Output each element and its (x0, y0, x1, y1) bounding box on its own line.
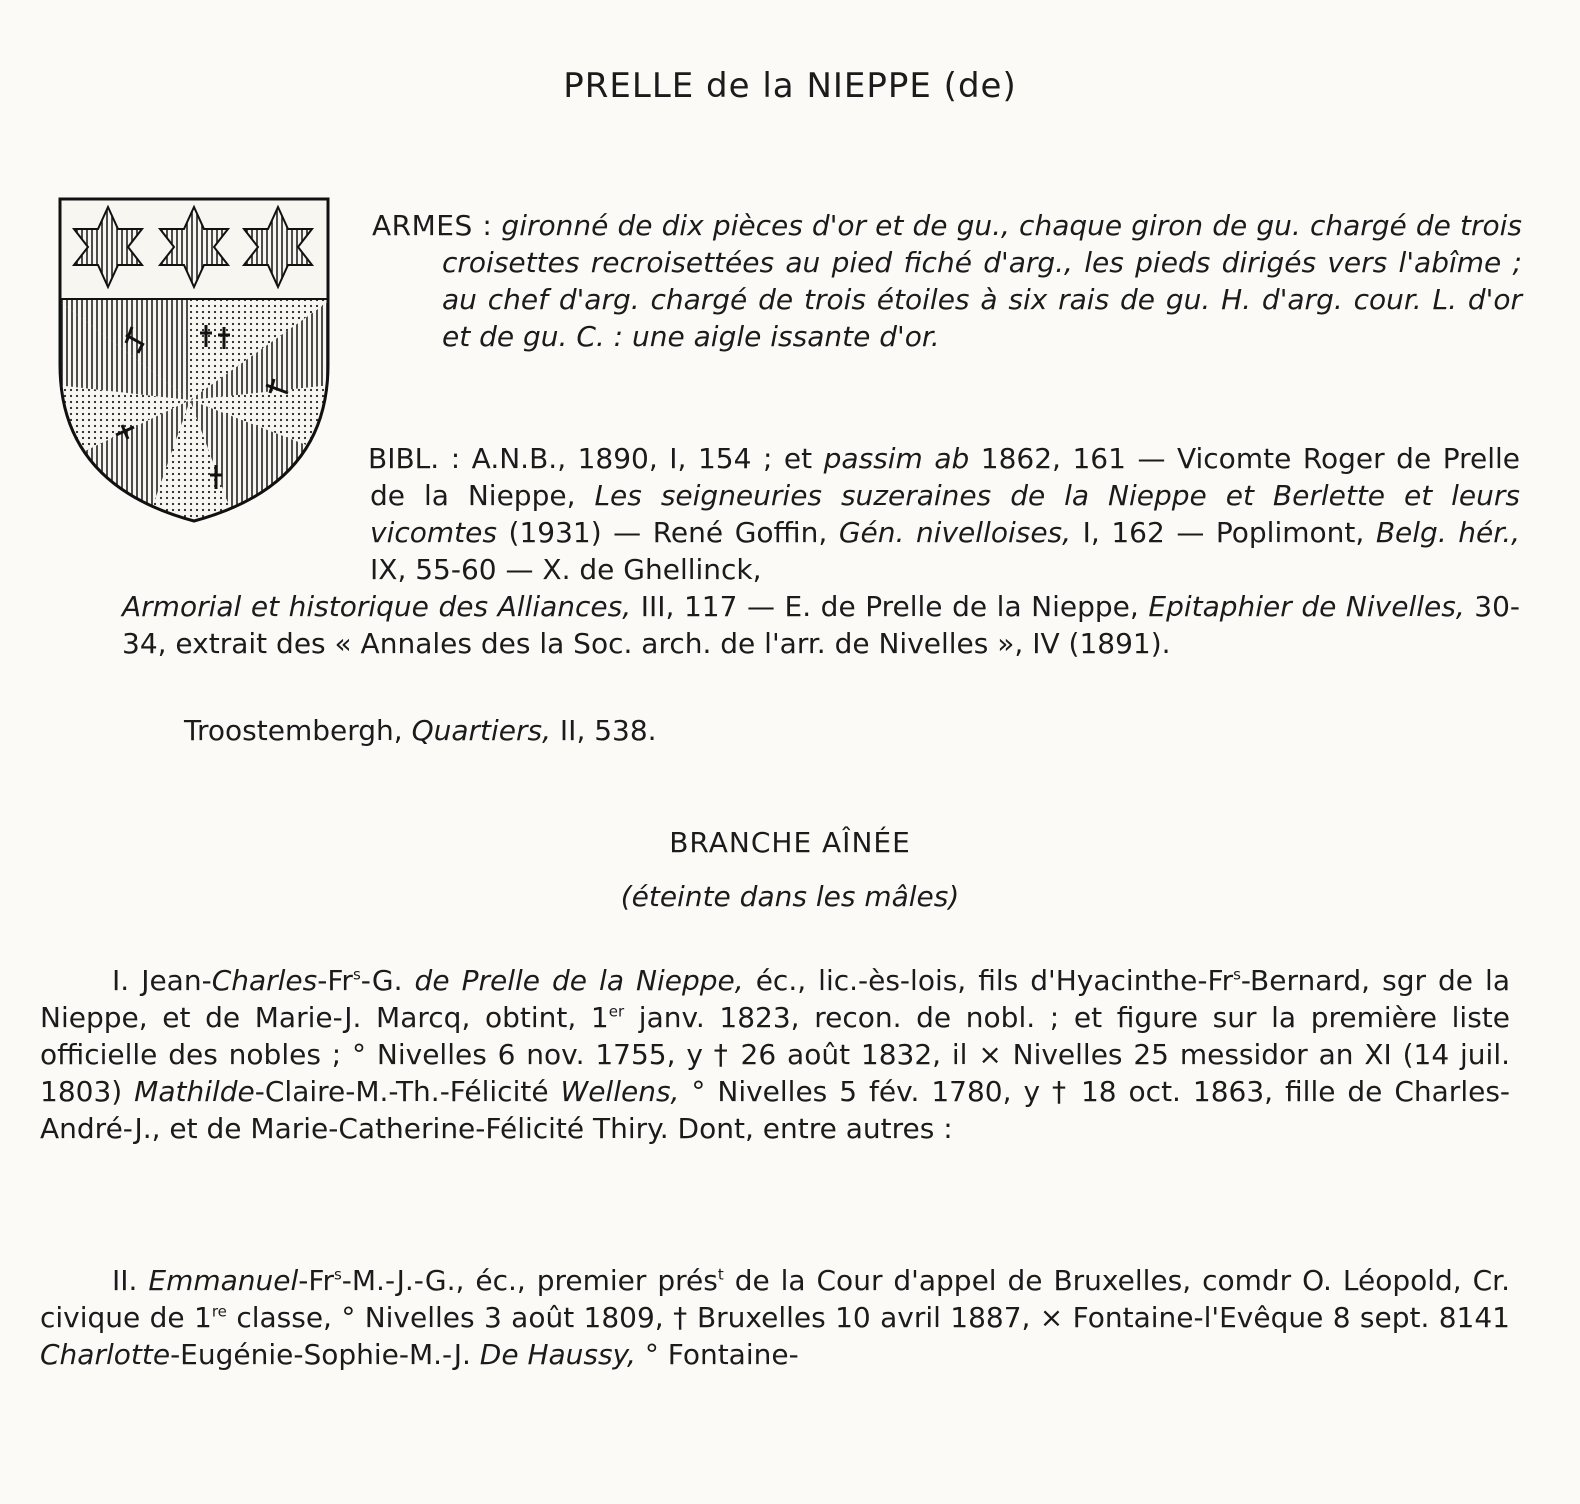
entry-text: -Claire-M.-Th.-Félicité (254, 1075, 549, 1108)
bibl-text: Les seigneuries suzeraines de la Nieppe et Berlette et leurs vicomtes (370, 479, 1520, 549)
bibl-text: IX, 55-60 — X. de Ghellinck, (370, 553, 762, 586)
bibl-text: A.N.B., 1890, I, 154 ; et (471, 442, 813, 475)
bibl-text: Quartiers, (411, 714, 552, 747)
bibl-text: Epitaphier de Nivelles, (1148, 590, 1465, 623)
entry-sup: s (333, 1265, 342, 1284)
armes-label: ARMES : (372, 209, 493, 242)
entry-text: -Fr (317, 964, 353, 997)
entry-text: ° Fontaine- (644, 1338, 799, 1371)
entry-sup: er (608, 1002, 625, 1021)
entry-text: -Bernard, sgr de la Nieppe, et de Marie-J. Marcq, obtint, 1 (40, 964, 1510, 1034)
entry-sup: s (352, 965, 361, 984)
bibl-text: II, 538. (559, 714, 657, 747)
bibl-entry (122, 440, 1520, 588)
entry-text: de Prelle de la Nieppe, (414, 964, 744, 997)
entry-text: -Eugénie-Sophie-M.-J. (170, 1338, 471, 1371)
entry-text: janv. 1823, recon. de nobl. ; et figure sur la première liste officielle des nobles ; ° Nivelles 6 nov. 1755, y † 26 août 1832, il × Nivelles 25 messidor an XI (14 juil. 1803) (40, 1001, 1510, 1108)
bibl-entry-cont (122, 588, 1520, 662)
bibl-text: Belg. hér., (1375, 516, 1520, 549)
bibl-text: Troostembergh, (184, 714, 403, 747)
entry-text: I. Jean- (112, 964, 212, 997)
bibl-label: BIBL. : (368, 442, 461, 475)
entry-text: Charlotte (40, 1338, 171, 1371)
entry-text: Mathilde (134, 1075, 255, 1108)
entry-sup: t (717, 1265, 724, 1284)
bibl-text: 30-34, extrait des « Annales des la Soc. arch. de l'arr. de Nivelles », IV (1891). (122, 590, 1521, 660)
bibl-text: 1862, 161 — Vicomte Roger de Prelle de la Nieppe, (370, 442, 1521, 512)
bibl-text: Gén. nivelloises, (838, 516, 1072, 549)
entry-text: -M.-J.-G., éc., premier prés (341, 1264, 718, 1297)
entry-text: De Haussy, (479, 1338, 636, 1371)
entry-text: de la Cour d'appel de Bruxelles, comdr O. Léopold, Cr. civique de 1 (40, 1264, 1511, 1334)
entry-text: Emmanuel (148, 1264, 299, 1297)
armes-text-end: une aigle issante d'or. (632, 320, 940, 353)
entry-text: Charles (211, 964, 318, 997)
entry-text: classe, ° Nivelles 3 août 1809, † Bruxelles 10 avril 1887, × Fontaine-l'Evêque 8 sept. 8141 (236, 1301, 1511, 1334)
bibl-text: (1931) — René Goffin, (508, 516, 828, 549)
branch-subheading: (éteinte dans les mâles) (620, 880, 960, 913)
entry-sup: re (211, 1302, 227, 1321)
entry-text: -G. (360, 964, 403, 997)
armes-entry (372, 207, 1522, 355)
bibl-troostembergh (184, 712, 1484, 749)
entry-text: ° Nivelles 5 fév. 1780, y † 18 oct. 1863, fille de Charles-André-J., et de Marie-Catherine-Félicité Thiry. Dont, entre autres : (40, 1075, 1511, 1145)
branch-heading: BRANCHE AÎNÉE (669, 826, 911, 859)
entry-text: -Fr (298, 1264, 334, 1297)
page-title: PRELLE de la NIEPPE (de) (563, 66, 1017, 106)
entry-text: éc., lic.-ès-lois, fils d'Hyacinthe-Fr (755, 964, 1234, 997)
entry-text: Wellens, (560, 1075, 680, 1108)
genealogy-entry-2 (40, 1262, 1510, 1373)
entry-sup: s (1233, 965, 1241, 984)
entry-text: II. (112, 1264, 138, 1297)
bibl-text: III, 117 — E. de Prelle de la Nieppe, (640, 590, 1139, 623)
bibl-text: I, 162 — Poplimont, (1082, 516, 1365, 549)
armes-text: gironné de dix pièces d'or et de gu., chaque giron de gu. chargé de trois croisettes recroisettées au pied fiché d'arg., les pieds dirigés vers l'abîme ; au chef d'arg. chargé de trois étoiles à six rais de gu. H. d'arg. cour. L. d'or et de gu. C. : (442, 209, 1522, 353)
bibl-text: Armorial et historique des Alliances, (122, 590, 632, 623)
bibl-text: passim ab (823, 442, 970, 475)
genealogy-entry-1 (40, 962, 1510, 1147)
